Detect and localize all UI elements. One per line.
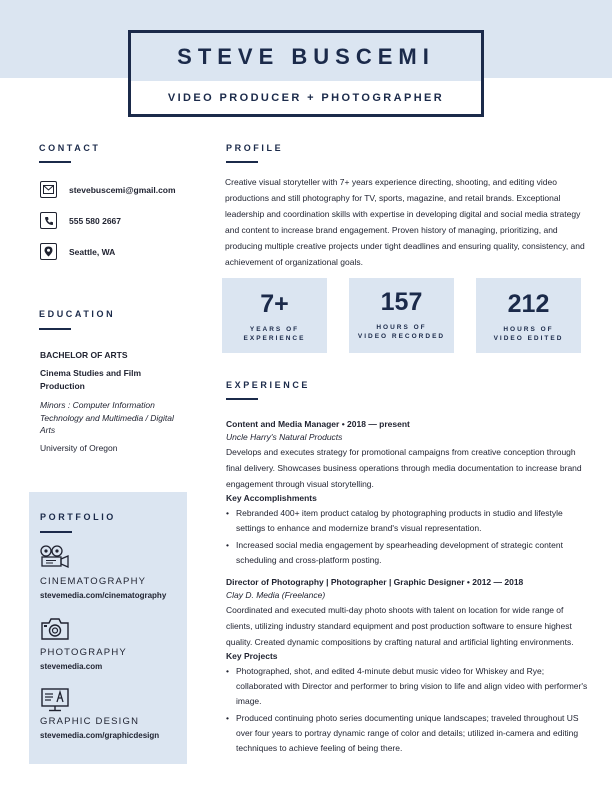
job-bullet: • Rebranded 400+ item product catalog by photographing products in studio and lifestyle settings to enhance and modernize brand's visual representation.	[226, 506, 588, 536]
cinematography-link[interactable]: stevemedia.com/cinematography	[40, 591, 167, 600]
stat-label-line: VIDEO EDITED	[493, 335, 564, 342]
job-description: Coordinated and executed multi-day photo shoots with talent on location for wide range of clients, utilizing industry standard equipment and post production software to ensure highest quality. Created dynamic compositions by crafting natural and artificial lighting environments.	[226, 605, 574, 648]
job-bullet: • Produced continuing photo series documenting unique landscapes; traveled throughout US over four years to portray dynamic range of color and details; utilized in-camera and editing techniques to achieve feeling of being there.	[226, 711, 588, 756]
stat-hours-recorded	[349, 278, 454, 353]
candidate-name: STEVE BUSCEMI	[177, 44, 435, 69]
email-text: stevebuscemi@gmail.com	[69, 184, 176, 195]
job-company: Uncle Harry's Natural Products	[226, 432, 343, 442]
graphic-design-label: GRAPHIC DESIGN	[40, 716, 140, 727]
job-subheading: Key Accomplishments	[226, 493, 317, 504]
stat-years-experience	[222, 278, 327, 353]
education-rule	[39, 328, 71, 330]
profile-rule	[226, 161, 258, 163]
phone-text: 555 580 2667	[69, 215, 121, 226]
job-bullet: • Photographed, shot, and edited 4-minute debut music video for Whiskey and Rye; collaborated with Director and performer to bring vision to life and align video with performer's image.	[226, 664, 588, 709]
stat-label-line: HOURS OF	[503, 326, 554, 333]
cinematography-label: CINEMATOGRAPHY	[40, 576, 147, 587]
stat-hours-edited	[476, 278, 581, 353]
contact-phone[interactable]	[40, 212, 121, 229]
photography-label: PHOTOGRAPHY	[40, 647, 127, 658]
job-subheading: Key Projects	[226, 651, 278, 662]
stat-label-line: HOURS OF	[376, 324, 427, 331]
candidate-title: VIDEO PRODUCER + PHOTOGRAPHER	[167, 91, 445, 104]
stat-value: 7+	[260, 290, 289, 318]
job-bullets	[226, 506, 588, 568]
minors: Minors : Computer Information Technology and Multimedia / Digital Arts	[40, 400, 174, 435]
photography-link[interactable]: stevemedia.com	[40, 662, 103, 671]
job-entry	[226, 577, 588, 756]
field-of-study: Cinema Studies and Film Production	[40, 368, 142, 391]
education-heading: EDUCATION	[39, 309, 116, 319]
stat-value: 157	[380, 288, 423, 316]
job-description: Develops and executes strategy for promotional campaigns from creative conception through final delivery. Showcases business operations through media documentation to increase brand engagement through visual storytelling.	[226, 447, 582, 490]
portfolio-panel	[29, 492, 187, 764]
contact-heading: CONTACT	[39, 143, 101, 153]
degree: BACHELOR OF ARTS	[40, 350, 128, 360]
job-bullet: • Increased social media engagement by spearheading development of strategic content scheduling and cross-platform posting.	[226, 538, 588, 568]
profile-summary: Creative visual storyteller with 7+ years experience directing, shooting, and editing video productions and still photography for TV, sports, magazine, and retail brands. Exceptional leadership and coordination skills with expertise in developing digital and social media strategy and content to increase brand engagement. Proven history of managing, prioritizing, and producing multiple creative projects under tight deadlines and ensuring quality, consistency, and achievement of organizational goals.	[225, 177, 585, 268]
name-area	[131, 33, 481, 81]
location-text: Seattle, WA	[69, 246, 116, 257]
contact-location	[40, 243, 115, 260]
stat-label-line: YEARS OF	[249, 326, 300, 333]
job-title: Director of Photography | Photographer | Graphic Designer • 2012 — 2018	[226, 577, 524, 587]
stat-label	[476, 325, 581, 343]
graphic-design-link[interactable]: stevemedia.com/graphicdesign	[40, 731, 160, 740]
job-entry	[226, 419, 588, 568]
header-box	[128, 30, 484, 117]
camera-icon	[40, 617, 70, 646]
contact-email[interactable]	[40, 181, 176, 198]
job-bullets	[226, 664, 588, 756]
school: University of Oregon	[40, 443, 118, 453]
experience-heading: EXPERIENCE	[226, 380, 311, 390]
portfolio-rule	[40, 531, 72, 533]
contact-rule	[39, 161, 71, 163]
experience-rule	[226, 398, 258, 400]
location-pin-icon	[40, 243, 57, 260]
profile-heading: PROFILE	[226, 143, 284, 153]
stat-label-line: VIDEO RECORDED	[357, 333, 446, 340]
job-title: Content and Media Manager • 2018 — present	[226, 419, 410, 429]
film-camera-icon	[40, 545, 70, 576]
stat-label	[222, 325, 327, 343]
monitor-design-icon	[40, 687, 70, 718]
portfolio-heading: PORTFOLIO	[40, 512, 116, 522]
mail-icon	[40, 181, 57, 198]
phone-icon	[40, 212, 57, 229]
stat-label	[349, 323, 454, 341]
stat-label-line: EXPERIENCE	[243, 335, 306, 342]
stat-value: 212	[507, 290, 550, 318]
job-company: Clay D. Media (Freelance)	[226, 590, 326, 600]
